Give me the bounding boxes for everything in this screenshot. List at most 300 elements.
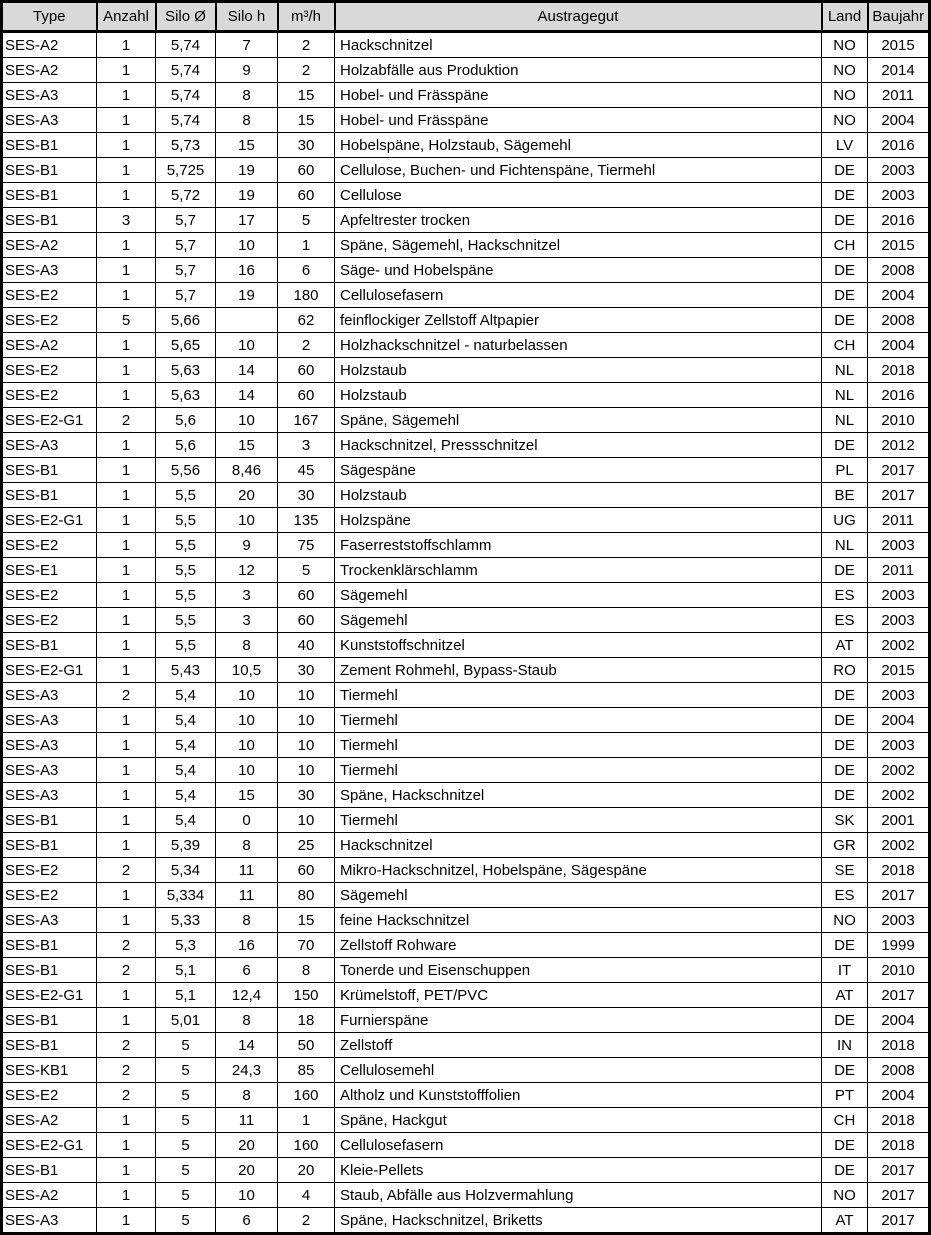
table-row (2, 833, 930, 858)
cell-m3h: 2 (278, 58, 335, 83)
cell-silo-h: 9 (216, 58, 278, 83)
table-row (2, 383, 930, 408)
cell-austragegut: Späne, Sägemehl, Hackschnitzel (335, 233, 822, 258)
cell-type: SES-A3 (2, 433, 97, 458)
cell-silo-h: 3 (216, 608, 278, 633)
cell-anzahl: 1 (97, 783, 156, 808)
cell-m3h: 15 (278, 908, 335, 933)
cell-anzahl: 1 (97, 258, 156, 283)
table-row (2, 183, 930, 208)
cell-type: SES-E2 (2, 858, 97, 883)
cell-land: DE (822, 683, 868, 708)
cell-austragegut: Hackschnitzel (335, 32, 822, 58)
cell-land: DE (822, 1008, 868, 1033)
column-header-anzahl: Anzahl (97, 2, 156, 32)
cell-austragegut: Säge- und Hobelspäne (335, 258, 822, 283)
cell-land: SK (822, 808, 868, 833)
table-row (2, 483, 930, 508)
cell-type: SES-B1 (2, 1158, 97, 1183)
cell-land: DE (822, 283, 868, 308)
cell-m3h: 2 (278, 1208, 335, 1234)
cell-baujahr: 2002 (868, 633, 930, 658)
cell-land: NO (822, 83, 868, 108)
cell-silo-h: 15 (216, 783, 278, 808)
cell-austragegut: Hackschnitzel, Pressschnitzel (335, 433, 822, 458)
cell-silo-d: 5,6 (156, 433, 216, 458)
cell-anzahl: 1 (97, 133, 156, 158)
cell-austragegut: Holzspäne (335, 508, 822, 533)
cell-baujahr: 2004 (868, 708, 930, 733)
cell-austragegut: Holzstaub (335, 358, 822, 383)
cell-silo-h: 24,3 (216, 1058, 278, 1083)
table-row (2, 958, 930, 983)
table-row (2, 733, 930, 758)
cell-type: SES-B1 (2, 933, 97, 958)
cell-silo-d: 5 (156, 1183, 216, 1208)
cell-austragegut: Zement Rohmehl, Bypass-Staub (335, 658, 822, 683)
cell-silo-d: 5,4 (156, 683, 216, 708)
cell-m3h: 8 (278, 958, 335, 983)
cell-m3h: 60 (278, 183, 335, 208)
cell-type: SES-A2 (2, 333, 97, 358)
cell-type: SES-A2 (2, 58, 97, 83)
cell-austragegut: Cellulose (335, 183, 822, 208)
cell-anzahl: 2 (97, 1058, 156, 1083)
cell-silo-d: 5,7 (156, 283, 216, 308)
cell-silo-h: 19 (216, 158, 278, 183)
cell-silo-h: 19 (216, 283, 278, 308)
cell-silo-h: 3 (216, 583, 278, 608)
cell-anzahl: 1 (97, 1133, 156, 1158)
cell-anzahl: 1 (97, 808, 156, 833)
cell-silo-d: 5 (156, 1208, 216, 1234)
cell-anzahl: 1 (97, 233, 156, 258)
cell-silo-h: 15 (216, 433, 278, 458)
cell-silo-h: 14 (216, 383, 278, 408)
cell-baujahr: 2003 (868, 158, 930, 183)
cell-austragegut: Späne, Hackgut (335, 1108, 822, 1133)
cell-austragegut: Krümelstoff, PET/PVC (335, 983, 822, 1008)
table-row (2, 1158, 930, 1183)
cell-austragegut: Sägemehl (335, 883, 822, 908)
table-row (2, 983, 930, 1008)
cell-type: SES-B1 (2, 633, 97, 658)
cell-land: PL (822, 458, 868, 483)
cell-type: SES-E2 (2, 383, 97, 408)
cell-m3h: 80 (278, 883, 335, 908)
cell-silo-h: 15 (216, 133, 278, 158)
cell-m3h: 160 (278, 1133, 335, 1158)
cell-austragegut: Apfeltrester trocken (335, 208, 822, 233)
table-row (2, 758, 930, 783)
cell-m3h: 2 (278, 333, 335, 358)
cell-baujahr: 2008 (868, 1058, 930, 1083)
table-row (2, 1083, 930, 1108)
cell-anzahl: 1 (97, 283, 156, 308)
cell-baujahr: 2003 (868, 733, 930, 758)
cell-baujahr: 2018 (868, 858, 930, 883)
cell-baujahr: 2011 (868, 508, 930, 533)
cell-m3h: 2 (278, 32, 335, 58)
cell-type: SES-E2 (2, 308, 97, 333)
cell-austragegut: Staub, Abfälle aus Holzvermahlung (335, 1183, 822, 1208)
cell-anzahl: 1 (97, 458, 156, 483)
cell-baujahr: 2002 (868, 758, 930, 783)
cell-type: SES-E2 (2, 883, 97, 908)
cell-land: CH (822, 1108, 868, 1133)
cell-austragegut: Tiermehl (335, 808, 822, 833)
table-row (2, 133, 930, 158)
cell-austragegut: Furnierspäne (335, 1008, 822, 1033)
cell-land: DE (822, 933, 868, 958)
cell-type: SES-B1 (2, 183, 97, 208)
cell-silo-d: 5,34 (156, 858, 216, 883)
cell-silo-h: 10 (216, 708, 278, 733)
cell-type: SES-B1 (2, 458, 97, 483)
cell-austragegut: Cellulosemehl (335, 1058, 822, 1083)
table-row (2, 433, 930, 458)
cell-land: NO (822, 58, 868, 83)
cell-type: SES-A3 (2, 683, 97, 708)
cell-silo-h: 10,5 (216, 658, 278, 683)
cell-m3h: 5 (278, 208, 335, 233)
cell-anzahl: 1 (97, 1158, 156, 1183)
cell-type: SES-E2-G1 (2, 658, 97, 683)
cell-anzahl: 1 (97, 658, 156, 683)
cell-m3h: 10 (278, 708, 335, 733)
cell-silo-h: 6 (216, 1208, 278, 1234)
table-row (2, 458, 930, 483)
cell-type: SES-B1 (2, 158, 97, 183)
cell-type: SES-E2 (2, 583, 97, 608)
cell-silo-d: 5,4 (156, 758, 216, 783)
cell-silo-h: 8 (216, 633, 278, 658)
cell-type: SES-A3 (2, 708, 97, 733)
cell-silo-d: 5,01 (156, 1008, 216, 1033)
cell-m3h: 20 (278, 1158, 335, 1183)
cell-austragegut: Tiermehl (335, 708, 822, 733)
cell-baujahr: 2004 (868, 1008, 930, 1033)
cell-silo-d: 5,56 (156, 458, 216, 483)
cell-silo-d: 5,5 (156, 508, 216, 533)
header-row (2, 2, 930, 32)
cell-silo-h: 11 (216, 883, 278, 908)
cell-silo-d: 5,5 (156, 608, 216, 633)
cell-type: SES-E1 (2, 558, 97, 583)
column-header-silo-d: Silo Ø (156, 2, 216, 32)
cell-silo-d: 5,5 (156, 583, 216, 608)
cell-silo-h: 10 (216, 233, 278, 258)
cell-baujahr: 2017 (868, 1158, 930, 1183)
table-row (2, 358, 930, 383)
cell-land: DE (822, 758, 868, 783)
cell-land: NL (822, 533, 868, 558)
cell-m3h: 18 (278, 1008, 335, 1033)
table-row (2, 658, 930, 683)
cell-silo-d: 5,4 (156, 808, 216, 833)
cell-silo-d: 5,5 (156, 533, 216, 558)
cell-anzahl: 1 (97, 883, 156, 908)
cell-land: DE (822, 183, 868, 208)
cell-anzahl: 1 (97, 483, 156, 508)
column-header-silo-h: Silo h (216, 2, 278, 32)
cell-m3h: 5 (278, 558, 335, 583)
table-row (2, 1133, 930, 1158)
cell-silo-h: 8,46 (216, 458, 278, 483)
cell-silo-d: 5,72 (156, 183, 216, 208)
cell-silo-h: 11 (216, 858, 278, 883)
cell-anzahl: 1 (97, 533, 156, 558)
cell-baujahr: 2018 (868, 1133, 930, 1158)
table-row (2, 283, 930, 308)
cell-silo-h: 8 (216, 83, 278, 108)
cell-type: SES-A3 (2, 783, 97, 808)
cell-silo-d: 5,4 (156, 783, 216, 808)
cell-silo-d: 5,725 (156, 158, 216, 183)
cell-baujahr: 2016 (868, 133, 930, 158)
cell-silo-h: 10 (216, 1183, 278, 1208)
cell-m3h: 1 (278, 233, 335, 258)
table-row (2, 1058, 930, 1083)
cell-m3h: 4 (278, 1183, 335, 1208)
cell-austragegut: Trockenklärschlamm (335, 558, 822, 583)
table-row (2, 258, 930, 283)
cell-silo-h: 9 (216, 533, 278, 558)
cell-silo-h: 10 (216, 333, 278, 358)
cell-m3h: 10 (278, 758, 335, 783)
cell-type: SES-E2-G1 (2, 508, 97, 533)
cell-anzahl: 1 (97, 733, 156, 758)
column-header-m3h: m³/h (278, 2, 335, 32)
cell-anzahl: 2 (97, 858, 156, 883)
cell-land: DE (822, 158, 868, 183)
cell-anzahl: 1 (97, 358, 156, 383)
cell-austragegut: Sägemehl (335, 608, 822, 633)
cell-m3h: 50 (278, 1033, 335, 1058)
cell-land: DE (822, 783, 868, 808)
cell-baujahr: 2017 (868, 1183, 930, 1208)
cell-austragegut: Faserreststoffschlamm (335, 533, 822, 558)
cell-baujahr: 2001 (868, 808, 930, 833)
table-row (2, 32, 930, 58)
cell-anzahl: 1 (97, 833, 156, 858)
cell-silo-d: 5,5 (156, 633, 216, 658)
cell-type: SES-E2-G1 (2, 983, 97, 1008)
column-header-type: Type (2, 2, 97, 32)
cell-land: PT (822, 1083, 868, 1108)
cell-austragegut: Hobelspäne, Holzstaub, Sägemehl (335, 133, 822, 158)
cell-land: SE (822, 858, 868, 883)
cell-anzahl: 1 (97, 558, 156, 583)
cell-type: SES-B1 (2, 833, 97, 858)
cell-austragegut: Cellulose, Buchen- und Fichtenspäne, Tiermehl (335, 158, 822, 183)
cell-anzahl: 1 (97, 108, 156, 133)
cell-silo-d: 5,5 (156, 483, 216, 508)
cell-anzahl: 1 (97, 183, 156, 208)
cell-type: SES-E2-G1 (2, 1133, 97, 1158)
cell-baujahr: 2017 (868, 883, 930, 908)
cell-baujahr: 2016 (868, 383, 930, 408)
cell-silo-d: 5,74 (156, 83, 216, 108)
cell-silo-h: 16 (216, 258, 278, 283)
cell-anzahl: 1 (97, 633, 156, 658)
cell-type: SES-E2 (2, 1083, 97, 1108)
cell-anzahl: 1 (97, 583, 156, 608)
cell-austragegut: Holzhackschnitzel - naturbelassen (335, 333, 822, 358)
cell-anzahl: 2 (97, 1083, 156, 1108)
cell-land: AT (822, 1208, 868, 1234)
cell-type: SES-B1 (2, 483, 97, 508)
cell-type: SES-A3 (2, 908, 97, 933)
cell-baujahr: 2003 (868, 583, 930, 608)
cell-m3h: 180 (278, 283, 335, 308)
cell-silo-h: 10 (216, 733, 278, 758)
cell-baujahr: 2003 (868, 908, 930, 933)
cell-baujahr: 2004 (868, 108, 930, 133)
cell-land: RO (822, 658, 868, 683)
cell-silo-d: 5,7 (156, 258, 216, 283)
cell-silo-d: 5 (156, 1083, 216, 1108)
cell-silo-d: 5,33 (156, 908, 216, 933)
cell-baujahr: 2017 (868, 483, 930, 508)
cell-silo-d: 5,6 (156, 408, 216, 433)
cell-m3h: 25 (278, 833, 335, 858)
cell-m3h: 75 (278, 533, 335, 558)
cell-m3h: 1 (278, 1108, 335, 1133)
cell-silo-h: 12,4 (216, 983, 278, 1008)
cell-silo-d: 5,73 (156, 133, 216, 158)
cell-m3h: 10 (278, 683, 335, 708)
cell-austragegut: Späne, Hackschnitzel, Briketts (335, 1208, 822, 1234)
cell-baujahr: 2018 (868, 1033, 930, 1058)
cell-silo-h: 20 (216, 1158, 278, 1183)
cell-m3h: 45 (278, 458, 335, 483)
cell-anzahl: 1 (97, 58, 156, 83)
cell-baujahr: 2003 (868, 183, 930, 208)
cell-land: UG (822, 508, 868, 533)
table-row (2, 1183, 930, 1208)
column-header-baujahr: Baujahr (868, 2, 930, 32)
cell-baujahr: 2018 (868, 1108, 930, 1133)
table-row (2, 508, 930, 533)
cell-austragegut: Hobel- und Frässpäne (335, 108, 822, 133)
cell-anzahl: 1 (97, 1183, 156, 1208)
cell-baujahr: 2015 (868, 658, 930, 683)
cell-land: GR (822, 833, 868, 858)
cell-silo-h (216, 308, 278, 333)
cell-m3h: 160 (278, 1083, 335, 1108)
cell-type: SES-E2-G1 (2, 408, 97, 433)
cell-baujahr: 2010 (868, 958, 930, 983)
cell-type: SES-A3 (2, 258, 97, 283)
cell-silo-d: 5 (156, 1058, 216, 1083)
cell-silo-d: 5 (156, 1108, 216, 1133)
cell-silo-d: 5,63 (156, 383, 216, 408)
table-row (2, 308, 930, 333)
cell-anzahl: 1 (97, 1008, 156, 1033)
table-row (2, 208, 930, 233)
cell-m3h: 60 (278, 858, 335, 883)
cell-land: DE (822, 1058, 868, 1083)
table-row (2, 858, 930, 883)
table-row (2, 533, 930, 558)
cell-anzahl: 2 (97, 408, 156, 433)
cell-silo-h: 11 (216, 1108, 278, 1133)
cell-type: SES-E2 (2, 358, 97, 383)
cell-silo-d: 5,1 (156, 983, 216, 1008)
cell-m3h: 40 (278, 633, 335, 658)
cell-anzahl: 5 (97, 308, 156, 333)
cell-austragegut: Sägemehl (335, 583, 822, 608)
cell-anzahl: 1 (97, 758, 156, 783)
cell-land: ES (822, 608, 868, 633)
cell-m3h: 60 (278, 358, 335, 383)
cell-anzahl: 1 (97, 1208, 156, 1234)
cell-austragegut: Zellstoff (335, 1033, 822, 1058)
table-row (2, 333, 930, 358)
cell-m3h: 30 (278, 483, 335, 508)
table-row (2, 608, 930, 633)
cell-baujahr: 1999 (868, 933, 930, 958)
table-row (2, 558, 930, 583)
cell-m3h: 30 (278, 133, 335, 158)
cell-anzahl: 1 (97, 158, 156, 183)
cell-land: NO (822, 108, 868, 133)
cell-anzahl: 1 (97, 433, 156, 458)
cell-silo-h: 0 (216, 808, 278, 833)
cell-silo-h: 8 (216, 108, 278, 133)
cell-baujahr: 2015 (868, 32, 930, 58)
cell-austragegut: Altholz und Kunststofffolien (335, 1083, 822, 1108)
cell-austragegut: Cellulosefasern (335, 283, 822, 308)
cell-austragegut: Holzstaub (335, 483, 822, 508)
cell-anzahl: 1 (97, 83, 156, 108)
cell-land: DE (822, 308, 868, 333)
cell-austragegut: Kleie-Pellets (335, 1158, 822, 1183)
table-row (2, 883, 930, 908)
cell-land: DE (822, 433, 868, 458)
cell-anzahl: 3 (97, 208, 156, 233)
cell-land: DE (822, 733, 868, 758)
cell-baujahr: 2010 (868, 408, 930, 433)
cell-m3h: 6 (278, 258, 335, 283)
cell-m3h: 3 (278, 433, 335, 458)
cell-silo-d: 5,74 (156, 108, 216, 133)
cell-austragegut: Tiermehl (335, 733, 822, 758)
cell-austragegut: Hackschnitzel (335, 833, 822, 858)
table-row (2, 783, 930, 808)
cell-m3h: 150 (278, 983, 335, 1008)
cell-land: NO (822, 908, 868, 933)
cell-anzahl: 1 (97, 708, 156, 733)
cell-austragegut: Tiermehl (335, 758, 822, 783)
cell-anzahl: 1 (97, 333, 156, 358)
cell-silo-d: 5,63 (156, 358, 216, 383)
cell-silo-h: 20 (216, 1133, 278, 1158)
column-header-land: Land (822, 2, 868, 32)
cell-m3h: 30 (278, 658, 335, 683)
cell-type: SES-A3 (2, 83, 97, 108)
cell-austragegut: Cellulosefasern (335, 1133, 822, 1158)
cell-silo-d: 5,43 (156, 658, 216, 683)
table-row (2, 1008, 930, 1033)
cell-silo-d: 5,4 (156, 733, 216, 758)
table-row (2, 908, 930, 933)
cell-anzahl: 1 (97, 908, 156, 933)
cell-austragegut: Zellstoff Rohware (335, 933, 822, 958)
cell-silo-d: 5,7 (156, 233, 216, 258)
cell-silo-h: 14 (216, 358, 278, 383)
